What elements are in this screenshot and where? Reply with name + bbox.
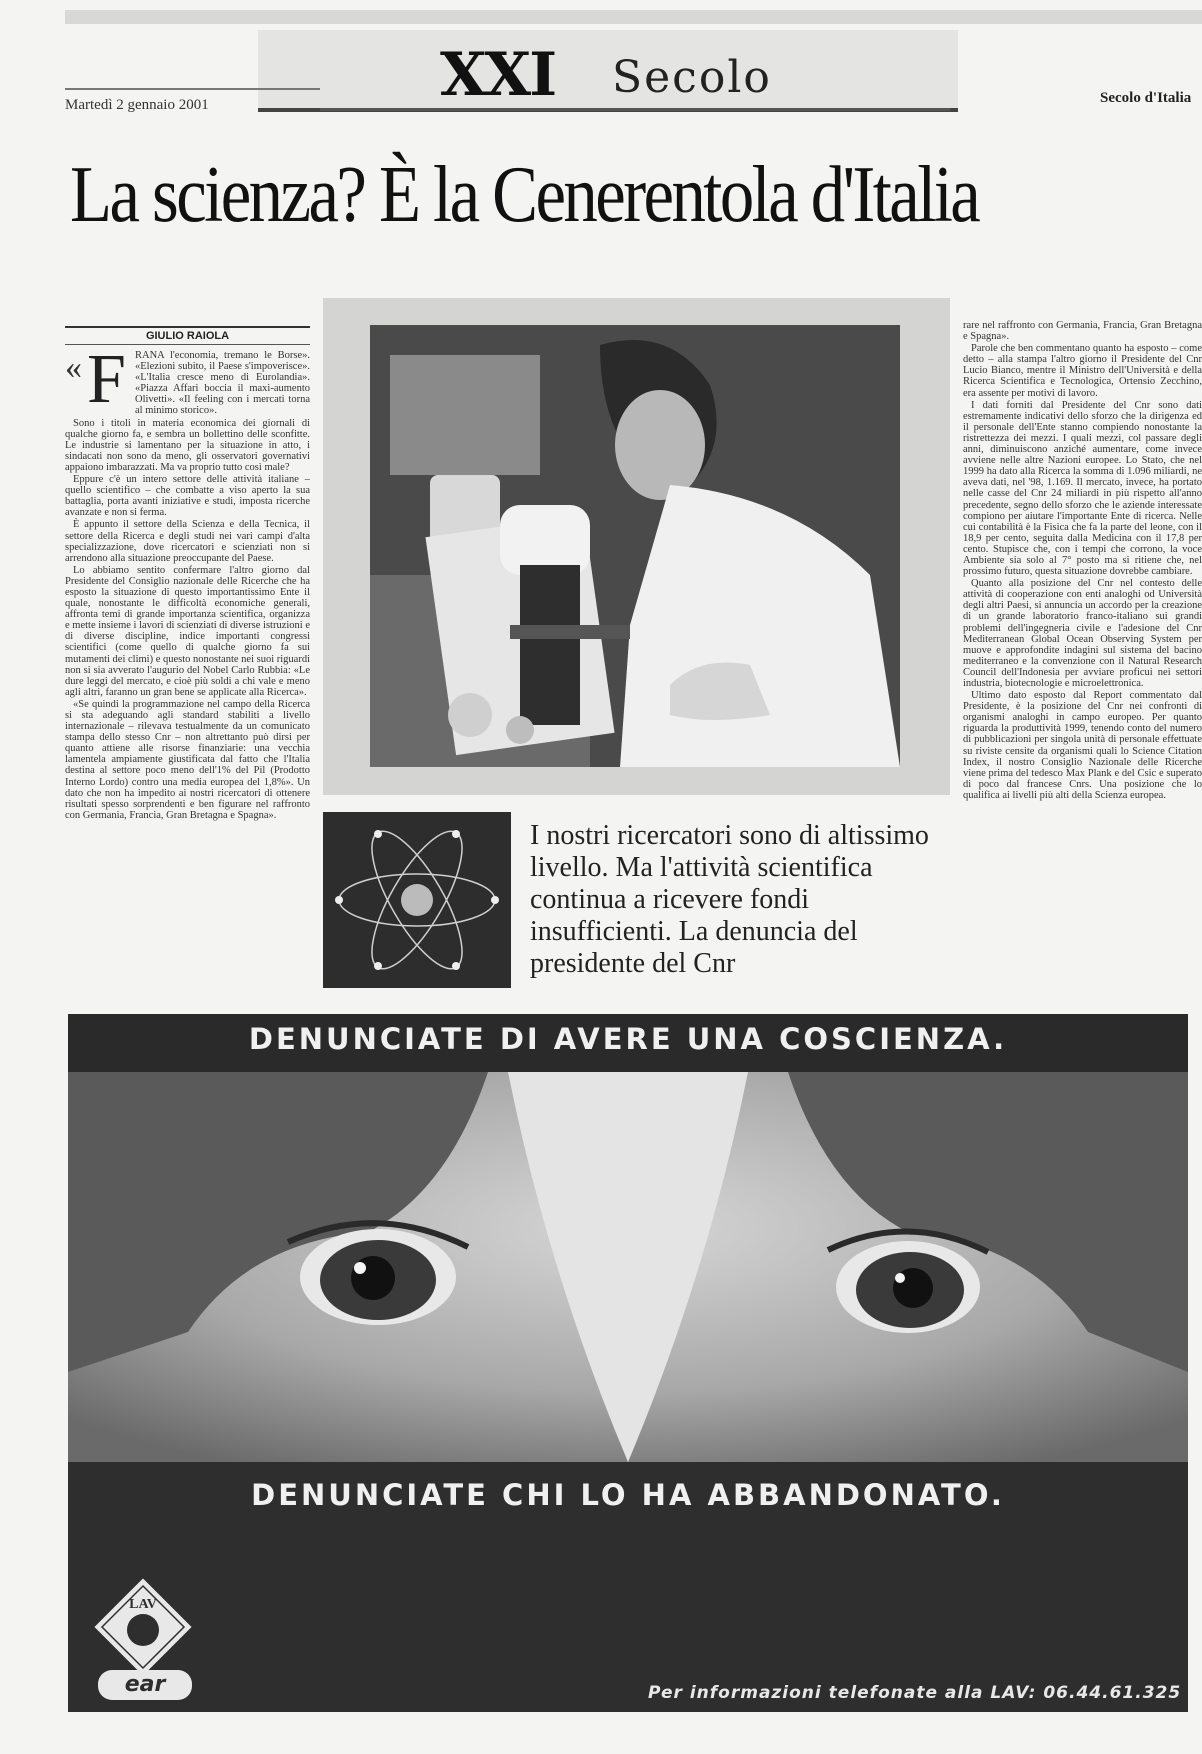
paper-name: Secolo d'Italia (1100, 90, 1192, 106)
paragraph: rare nel raffronto con Germania, Francia, Gran Bretagna e Spagna». (963, 320, 1202, 343)
article-column-right (963, 320, 1202, 995)
author-rule (65, 344, 310, 345)
atom-illustration (323, 812, 511, 988)
paragraph: I dati forniti dal Presidente del Cnr sono dati estremamente indicativi dello sforzo che la dirigenza ed il personale dell'Ente stanno compiendo nonostante la ristrettezza dei mezzi. I quali mezzi, col passare degli anni, diminuiscono anziché aumentare, come invece avviene nelle altre Nazioni europee. Lo Stato, che nel 1999 ha dato alla Ricerca la somma di 1.096 miliardi, ne aveva dati, nel '98, 1.169. Il mercato, invece, ha portato nelle casse del Cnr 24 miliardi in più rispetto all'anno precedente, segno dello sforzo che le aziende interessate compiono per aiutare l'importante Ente di ricerca. Nelle cui contabilità è la Fisica che fa la parte del leone, con il 18,9 per cento, seguita dalla Medicina con il 17,8 per cento. Stupisce che, con i tempi che corrono, la voce Ambiente sia solo al 7° posto ma si ritiene che, nel prossimo futuro, questa situazione dovrebbe cambiare. (963, 399, 1202, 578)
lav-diamond-icon (88, 1572, 198, 1682)
masthead-band (258, 30, 958, 112)
article-column-left (65, 350, 310, 990)
ad-phone-info: Per informazioni telefonate alla LAV: 06.44.61.325 (648, 1683, 1182, 1703)
paragraph: È appunto il settore della Scienza e della Tecnica, il settore della Ricerca e degli studi nei vari campi d'alta specializzazione, dove ricercatori e scienziati non si arrendono alla situazione preoccupante del Paese. (65, 519, 310, 564)
masthead-rule (320, 108, 950, 111)
dog-eyes-photo (68, 1072, 1188, 1462)
paragraph: Quanto alla posizione del Cnr nel contesto delle attività di cooperazione con enti analoghi od Università degli altri Paesi, si annuncia un accordo per la creazione di un grande laboratorio franco-italiano sui grandi problemi dell'ingegneria civile e l'adesione del Cnr Mediterranean Global Ocean Observing System per muove e approfondite indagini sul sistema del bacino mediterraneo e la convenzione con il Natural Research Council dell'Indonesia per avviare proficui nei settori industria, biotecnologie e microelettronica. (963, 578, 1202, 689)
paragraph: Sono i titoli in materia economica dei giornali di qualche giorno fa, e sembra un bollettino delle sconfitte. Le industrie si lamentano per la situazione in atto, i sindacati non sono da meno, gli osservatori governativi appaiono imbarazzati. Ma va proprio tutto così male? (65, 417, 310, 473)
ear-logo: ear (98, 1670, 192, 1700)
article-headline: La scienza? È la Cenerentola d'Italia (70, 151, 979, 239)
paragraph: Lo abbiamo sentito confermare l'altro giorno dal Presidente del Consiglio nazionale delle Ricerche che ha esposto la situazione di questo importantissimo Ente il quale, nonostante le difficoltà economiche generali, affronta temi di grande importanza scientifica, organizza e mette insieme i lavori di scienziati di diverse istruzioni e di diverse discipline, indice importanti congressi scientifici (come quello di qualche giorno fa sui mutamenti dei climi) e questo nonostante nei suoi riguardi non si sia avverato l'augurio del Nobel Carlo Rubbia: «Le dure leggi del mercato, e cioè più soldi a chi vale e meno agli altri, faranno un gran bene se applicate alla Ricerca». (65, 564, 310, 698)
paragraph: Ultimo dato esposto dal Report commentato dal Presidente, è la posizione del Cnr nei confronti di organismi analoghi in campo europeo. Per quanto riguarda la produttività 1999, tenendo conto del numero di pubblicazioni per singola unità di personale effettuate su riviste censite da organismi quali lo Science Citation Index, il nostro Consiglio Nazionale delle Ricerche viene prima del tedesco Max Plank e del Csic e superato di poco dal francese Cnrs. Una posizione che lo qualifica ai livelli più alti della Scienza europea. (963, 690, 1202, 801)
photo-caption: I nostri ricercatori sono di altissimo livello. Ma l'attività scientifica continua a ricevere fondi insufficienti. La denuncia del presidente del Cnr (530, 820, 929, 979)
ad-subheadline: DENUNCIATE CHI LO HA ABBANDONATO. (251, 1478, 1005, 1512)
section-title-secolo: Secolo (612, 52, 772, 103)
top-strip (65, 10, 1202, 24)
ad-headline: DENUNCIATE DI AVERE UNA COSCIENZA. (248, 1022, 1008, 1056)
paragraph: Parole che ben commentano quanto ha esposto – come detto – alla stampa l'altro giorno il Presidente del Cnr Lucio Bianco, mentre il Ministro dell'Università e della Ricerca Scientifica e Tecnologica, Ortensio Zecchino, era assente per motivi di lavoro. (963, 343, 1202, 399)
paragraph: RANA l'economia, tremano le Borse». «Elezioni subito, il Paese s'impoverisce». «L'Italia cresce meno di Eurolandia». «Piazza Affari boccia il maxi-aumento Olivetti». «Il feeling con i mercati torna al minimo storico». (135, 350, 310, 417)
atom-icon (323, 812, 511, 988)
dropcap-letter: F (87, 350, 126, 418)
author-rule (65, 326, 310, 328)
masthead-rule (65, 88, 320, 90)
section-title-xxi: XXI (440, 40, 556, 110)
paragraph: «Se quindi la programmazione nel campo della Ricerca si sta adeguando agli standard stabiliti a livello internazionale – rilevava testualmente da un comunicato stampa dello stesso Cnr – non altrettanto può dirsi per quanto attiene alle risorse finanziarie: una vecchia lamentela ampiamente giustificata dal fatto che l'Italia destina al settore poco meno dell'1% del Pil (Prodotto Interno Lordo) contro una media europea del 1,8%». Un dato che non ha impedito ai nostri ricercatori di ottenere risultati spesso sorprendenti e ben figurare nel raffronto con Germania, Francia, Gran Bretagna e Spagna». (65, 698, 310, 821)
lab-photo (370, 325, 900, 767)
lav-logo (88, 1572, 198, 1682)
lav-logo-text: LAV (129, 1597, 157, 1612)
dog-face-image (68, 1072, 1188, 1462)
article-author: GIULIO RAIOLA (145, 330, 230, 342)
scientist-microscope-image (370, 325, 900, 767)
paragraph: Eppure c'è un intero settore delle attività italiane – quello scientifico – che combatte a viso aperto la sua battaglia, porta avanti iniziative e studi, imposta ricerche avanzate e non si ferma. (65, 474, 310, 519)
dropcap-quote: « (65, 350, 82, 386)
issue-date: Martedì 2 gennaio 2001 (65, 97, 209, 113)
